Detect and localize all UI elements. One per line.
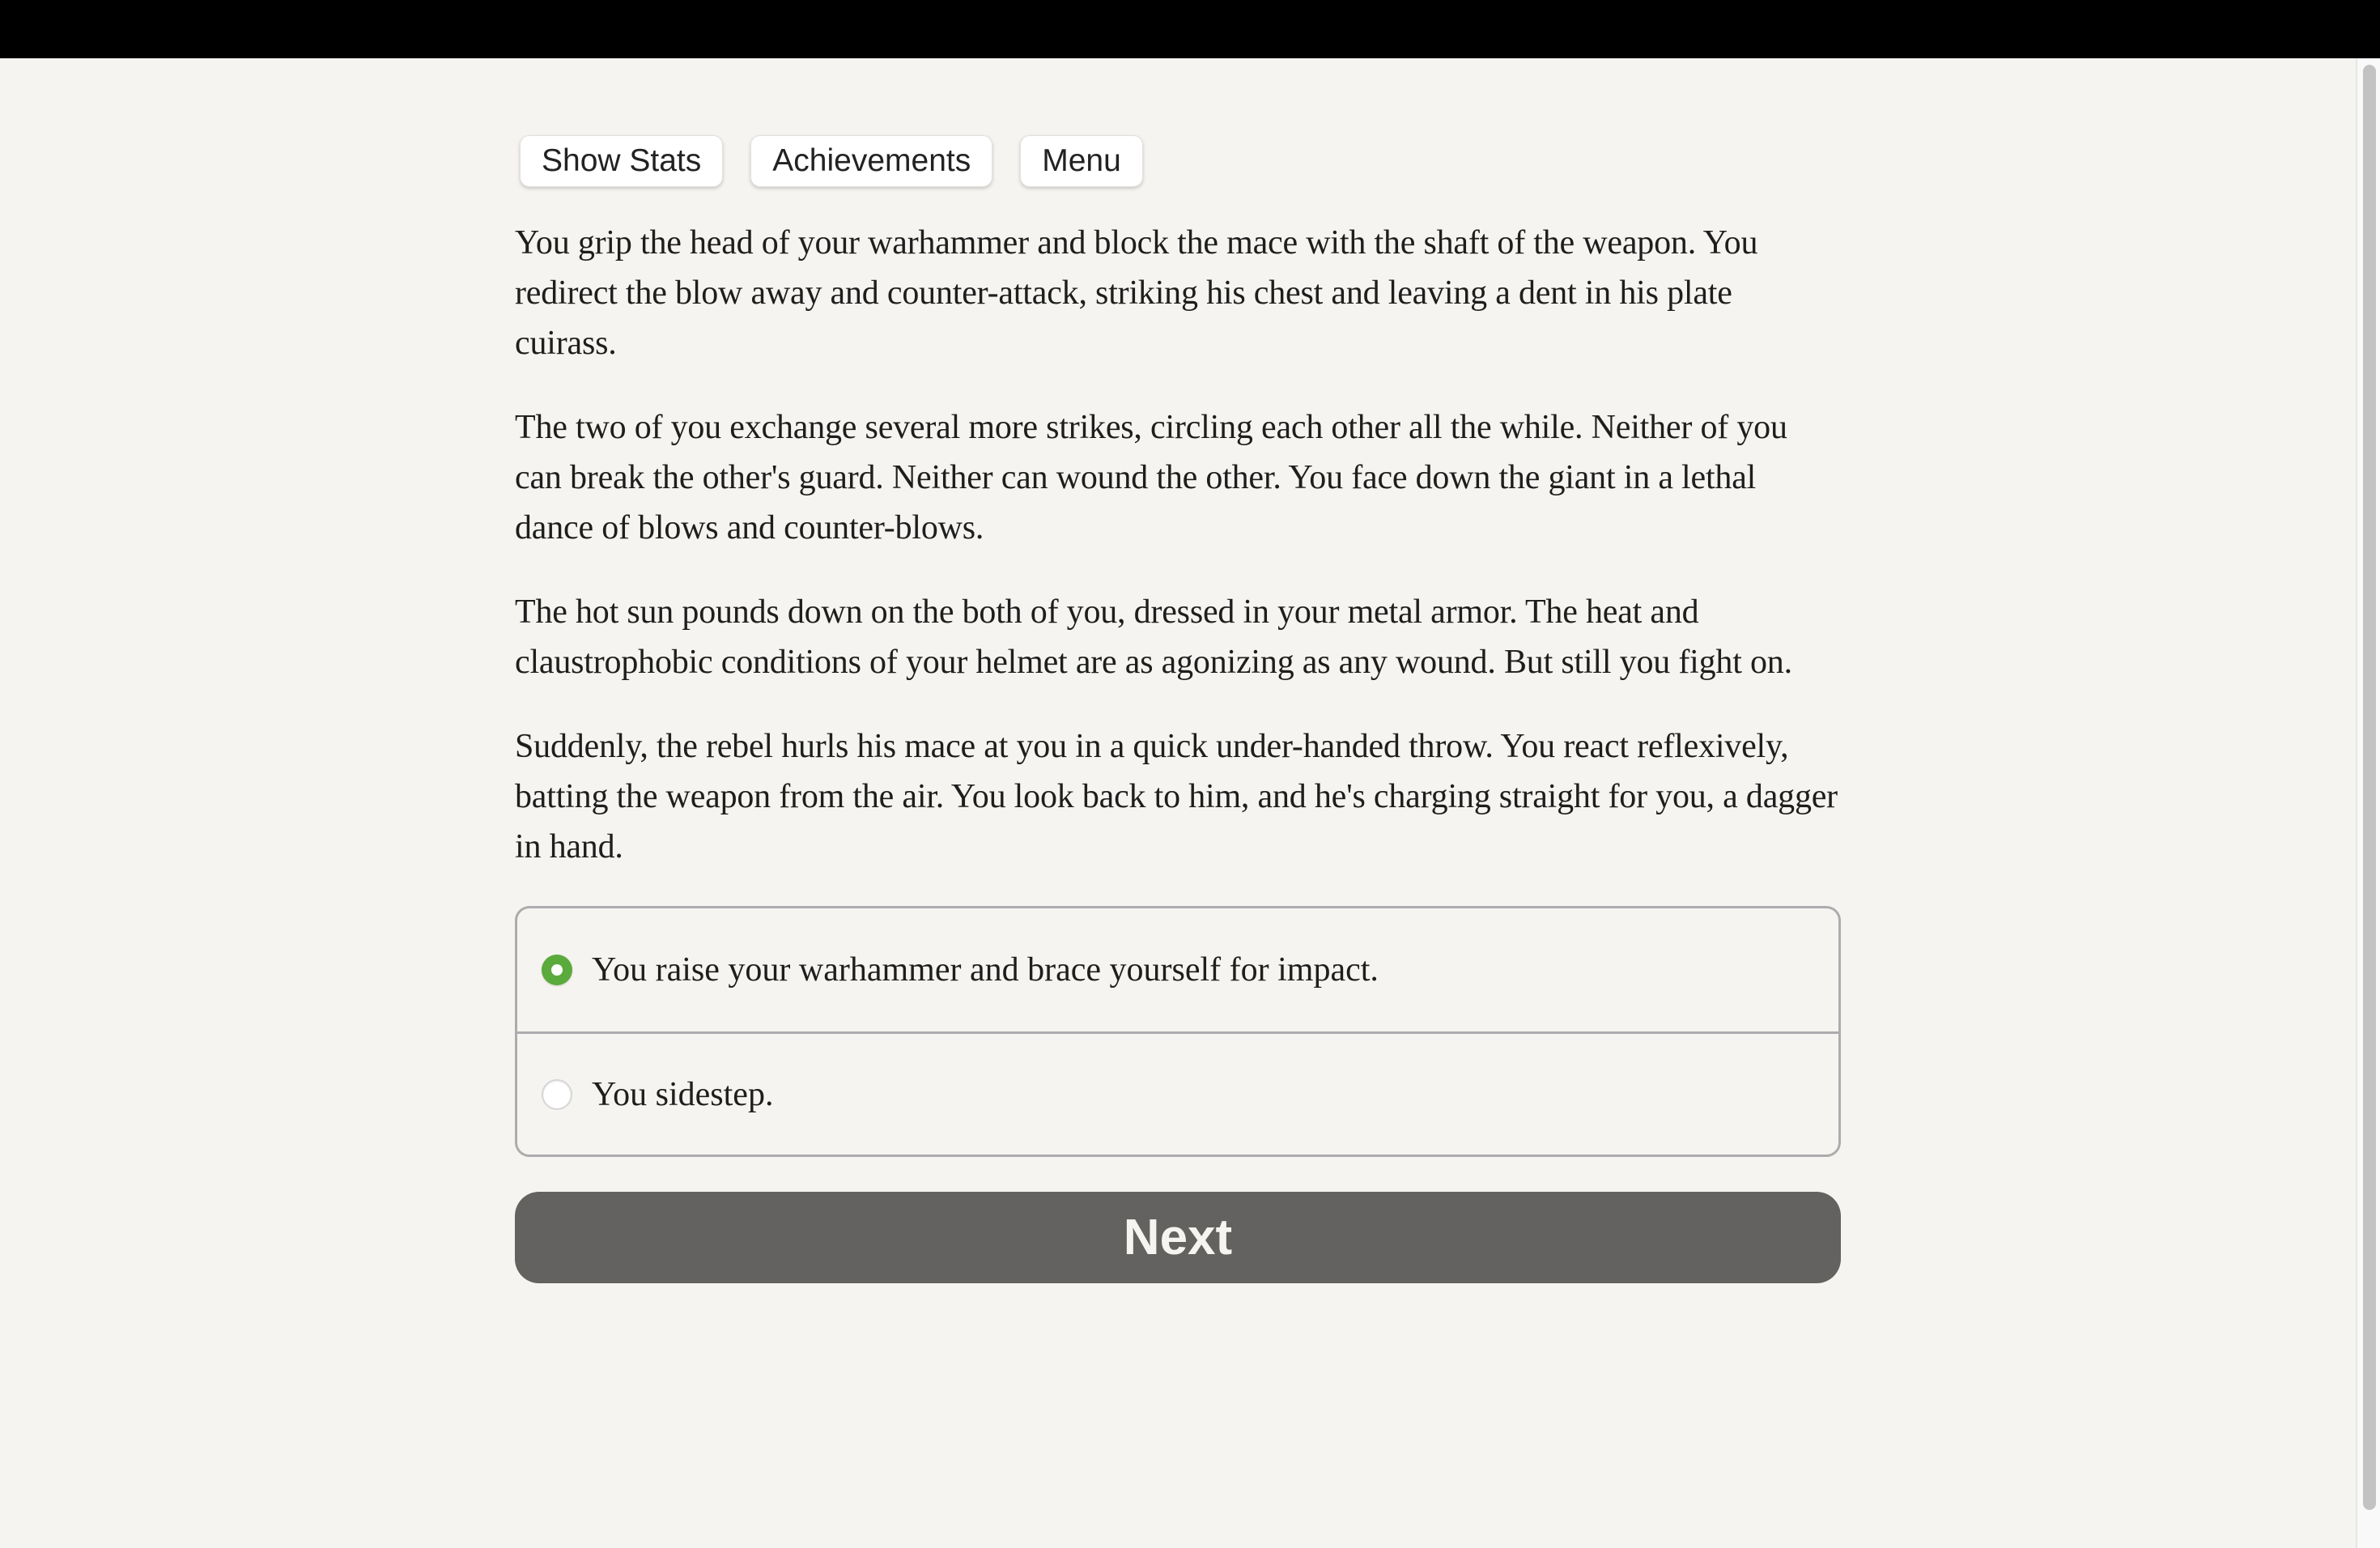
story-paragraph: The two of you exchange several more strikes, circling each other all the while. Neither of you can break the other's guard. Neither can wound the other. You face down the giant in a lethal dance of blows and counter-blows. — [515, 409, 1787, 546]
choice-label: You raise your warhammer and brace yourself for impact. — [592, 951, 1379, 989]
achievements-button[interactable]: Achievements — [750, 135, 992, 187]
choice-option-sidestep[interactable] — [517, 1031, 1838, 1155]
radio-unselected-icon[interactable] — [542, 1079, 572, 1110]
scrollbar[interactable] — [2356, 58, 2380, 1548]
show-stats-button[interactable]: Show Stats — [520, 135, 723, 187]
toolbar — [520, 135, 1841, 187]
game-container — [515, 135, 1841, 1283]
scrollbar-thumb[interactable] — [2363, 65, 2376, 1510]
choice-label: You sidestep. — [592, 1075, 774, 1113]
top-bar — [0, 0, 2380, 58]
radio-selected-icon[interactable] — [542, 955, 572, 985]
choice-list — [515, 906, 1841, 1157]
choice-option-brace[interactable] — [517, 908, 1838, 1031]
menu-button[interactable]: Menu — [1020, 135, 1143, 187]
story-paragraph: You grip the head of your warhammer and block the mace with the shaft of the weapon. You redirect the blow away and counter-attack, striking his chest and leaving a dent in his plate cuirass. — [515, 224, 1758, 362]
story-text — [515, 218, 1841, 872]
story-paragraph: Suddenly, the rebel hurls his mace at you in a quick under-handed throw. You react reflexively, batting the weapon from the air. You look back to him, and he's charging straight for you, a dagger in hand. — [515, 728, 1838, 865]
next-button[interactable]: Next — [515, 1192, 1841, 1283]
story-paragraph: The hot sun pounds down on the both of you, dressed in your metal armor. The heat and claustrophobic conditions of your helmet are as agonizing as any wound. But still you fight on. — [515, 593, 1792, 681]
